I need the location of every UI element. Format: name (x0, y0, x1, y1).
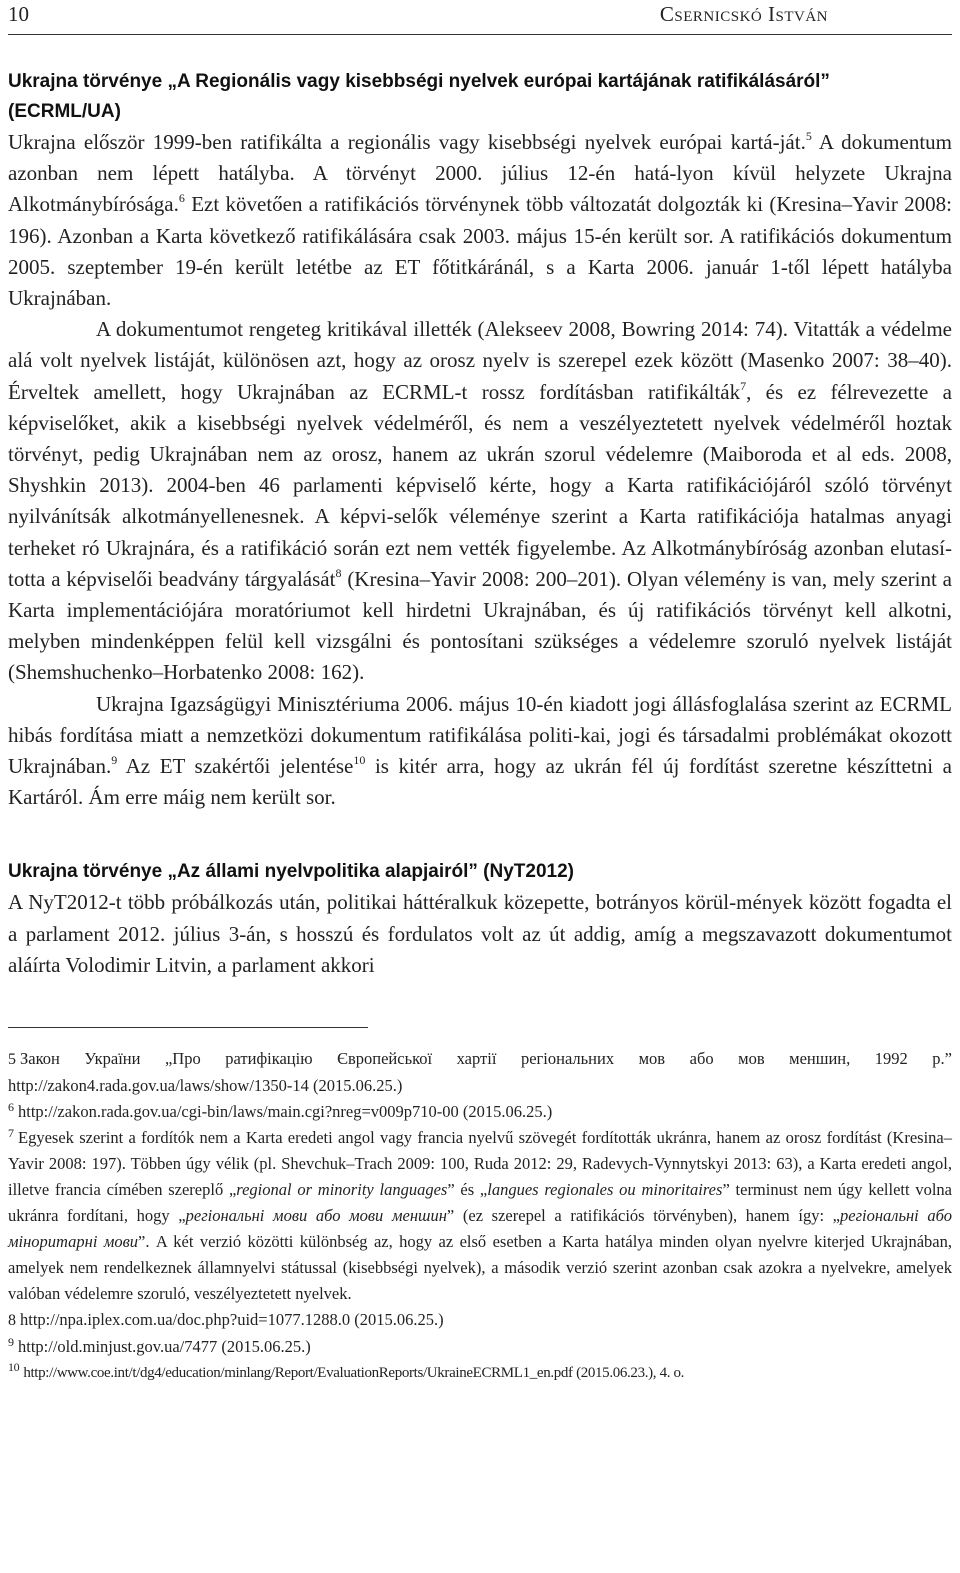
footnote-10: $^{10}$ http://www.coe.int/t/dg4/education/minlang/Report/EvaluationReports/UkraineECRML1_en.pdf (2015.06.23.), 4. o. (8, 1360, 685, 1382)
footnote-6: $^6$ http://zakon.rada.gov.ua/cgi-bin/laws/main.cgi?nreg=v009p710-00 (2015.06.25.) (8, 1099, 553, 1122)
paragraph-ministry-of-justice: Ukrajna Igazságügyi Minisztériuma 2006. május 10-én kiadott jogi állásfoglalása szerint az ECRML hibás fordítása miatt a nemzetközi dokumentum ratifikálása politi-kai, jogi és társadalmi problémákat okozott Ukrajnában.$^9$ Az ET szakértői jelentése$^{10}$ is kitér arra, hogy az ukrán fél új fordítást szeretne készíttetni a Kartáról. Ám erre máig nem került sor. (8, 691, 953, 810)
footnote-ref-9[interactable]: 9 (111, 753, 118, 768)
running-header (8, 0, 952, 35)
running-header-author: Csernicskó István (659, 2, 828, 26)
footnote-9: $^9$ http://old.minjust.gov.ua/7477 (2015.06.25.) (8, 1334, 311, 1357)
paragraph-ecrml-criticism: A dokumentumot rengeteg kritikával illették (Alekseev 2008, Bowring 2014: 74). Vitatták a védelme alá volt nyelvek listáját, különösen azt, hogy az orosz nyelv is szerepel ezek között (Masenko 2007: 38–40). Érveltek amellett, hogy Ukrajnában az ECRML-t rossz fordításban ratifikálták$^7$, és ez félrevezette a képviselőket, akik a kisebbségi nyelvek védelméről, és nem a veszélyeztetett nyelvek védelméről hoztak törvényt, pedig Ukrajnában nem az orosz, hanem az ukrán szorul védelemre (Maiboroda et al eds. 2008, Shyshkin 2013). 2004-ben 46 parlamenti képviselő kérte, hogy a Karta ratifikációjáról szóló törvényt nyilvánítsák alkotmányellenesnek. A képvi-selők véleménye szerint a Karta ratifikációja hatalmas anyagi terheket ró Ukrajnára, és a ratifikáció során ezt nem vették figyelembe. Az Alkotmánybíróság azonban elutasí-totta a képviselői beadvány tárgyalását$^8$ (Kresina–Yavir 2008: 200–201). Olyan vélemény is van, mely szerint a Karta implementációjára moratóriumot kell hirdetni Ukrajnában, és új ratifikációs törvényt kell alkotni, melyben mindenképpen felül kell vizsgálni és pontosítani szükséges a védelemre szoruló nyelvek listáját (Shemshuchenko–Horbatenko 2008: 162). (8, 317, 952, 685)
footnote-ref-8[interactable]: 8 (335, 565, 342, 580)
footnote-ref-7[interactable]: 7 (740, 378, 747, 393)
footnote-ref-6[interactable]: 6 (178, 191, 185, 206)
paragraph-nyt2012: A NyT2012-t több próbálkozás után, politikai háttéralkuk közepette, botrányos körül-mények között fogadta el a parlament 2012. július 3-án, s hosszú és fordulatos volt az út addig, amíg a megszavazott dokumentumot aláírta Volodimir Litvin, a parlament akkori (8, 890, 952, 977)
section-heading-nyt2012: Ukrajna törvénye „Az állami nyelvpolitika alapjairól” (NyT2012) (8, 861, 574, 883)
footnote-ref-5[interactable]: 5 (805, 129, 812, 143)
footnote-5: 5 Закон України „Про ратифікацію Європейської хартії регіональних мов або мов меншин, 1992 р.” http://zakon4.rada.gov.ua/laws/show/1350-14 (2015.06.25.) (8, 1049, 952, 1096)
footnote-separator (8, 1027, 368, 1028)
section-heading-ecrml: Ukrajna törvénye „A Regionális vagy kisebbségi nyelvek európai kartájának ratifikálásáról” (ECRML/UA) (8, 71, 830, 122)
footnote-ref-10[interactable]: 10 (353, 753, 366, 768)
book-page (8, 0, 952, 1386)
page-number: 10 (8, 2, 29, 26)
footnote-8: 8 http://npa.iplex.com.ua/doc.php?uid=1077.1288.0 (2015.06.25.) (8, 1310, 444, 1330)
footnote-7: $^7$ Egyesek szerint a fordítók nem a Karta eredeti angol vagy francia nyelvű szövegét fordították ukránra, hanem az orosz fordítást (Kresina–Yavir 2008: 197). Többen úgy vélik (pl. Shevchuk–Trach 2009: 100, Ruda 2012: 29, Radevych-Vynnytskyi 2013: 63), a Karta eredeti angol, illetve francia címében szereplő „regional or minority languages” és „langues regionales ou minoritaires” terminust nem úgy kellett volna ukránra fordítani, hogy „регіональні мови або мови меншин” (ez szerepel a ratifikációs törvényben), hanem így: „регіональні або міноритарні мови”. A két verzió közötti különbség az, hogy az első esetben a Karta hatálya minden olyan nyelvre kiterjed Ukrajnában, amelyek nem rendelkeznek államnyelvi státussal (kisebbségi nyelvek), a második verzió szerint azonban csak azokra a nyelvekre, amelyek valóban védelemre szoruló, veszélyeztetett nyelvek. (8, 1125, 953, 1304)
paragraph-ecrml-history: Ukrajna először 1999-ben ratifikálta a regionális vagy kisebbségi nyelvek európai kartá-ját.$^5$ A dokumentum azonban nem lépett hatályba. A törvényt 2000. július 12-én hatá-lyon kívül helyzete Ukrajna Alkotmánybírósága.$^6$ Ezt követően a ratifikációs törvénynek több változatát dolgozták ki (Kresina–Yavir 2008: 196). Azonban a Karta következő ratifikálására csak 2003. május 15-én került sor. A ratifikációs dokumentum 2005. szeptember 19-én került letétbe az ET főtitkáránál, s a Karta 2006. január 1-től lépett hatályba Ukrajnában. (8, 129, 952, 311)
